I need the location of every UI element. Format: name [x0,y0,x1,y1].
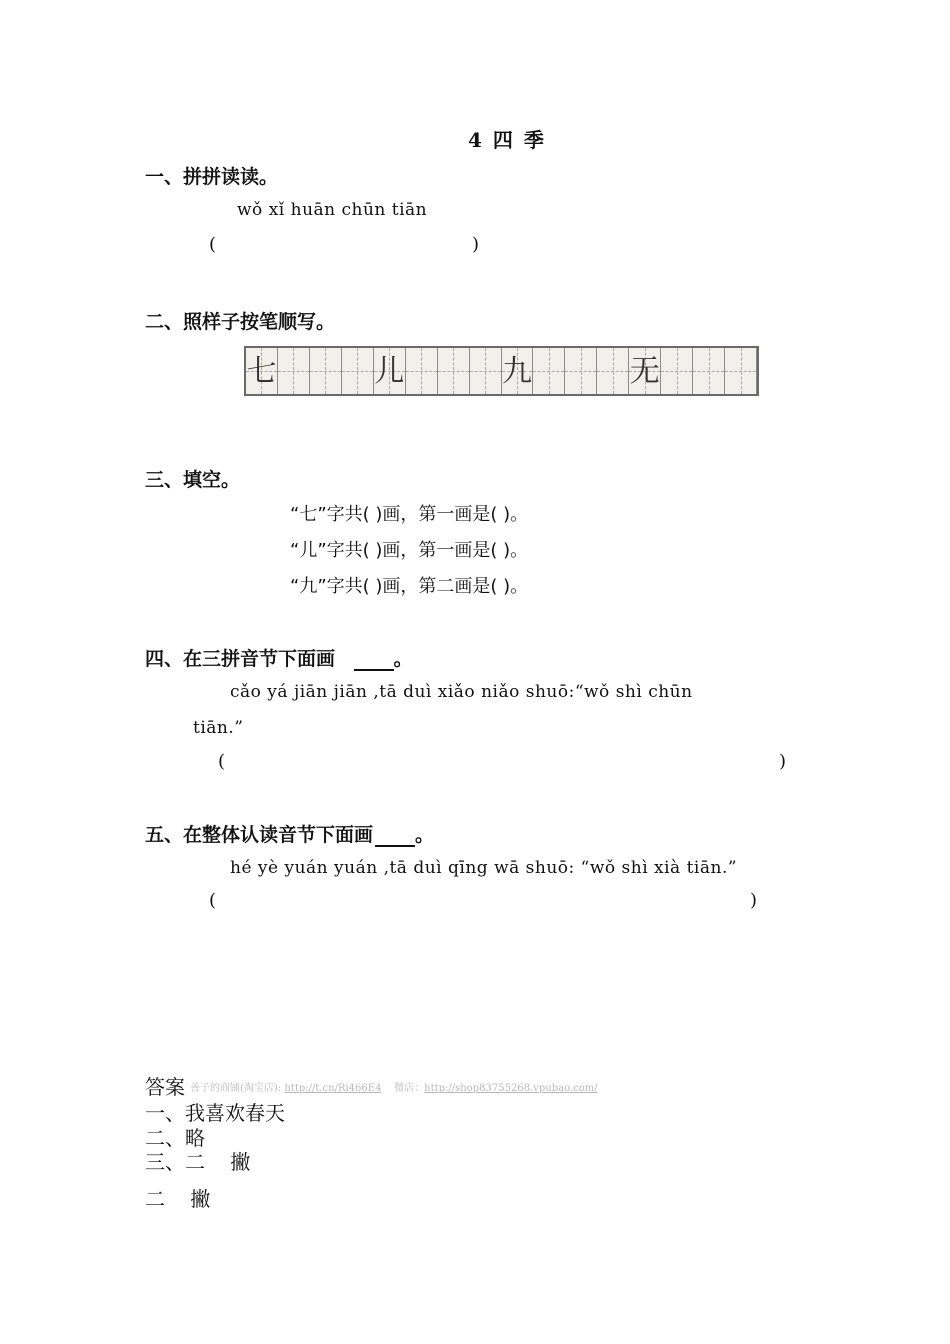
section-5-answer-open: ( [209,890,217,911]
section-5-heading-text: 五、在整体认读音节下面画 [145,824,374,846]
answers-label: 答案 [145,1075,185,1099]
grid-cell [374,348,406,394]
grid-char: 无 [629,354,660,389]
grid-cell[interactable] [725,348,757,394]
answer-line-2: 二、略 [145,1126,205,1150]
section-4-heading [145,644,413,671]
grid-cell [502,348,534,394]
writing-grid [244,346,759,396]
grid-cell[interactable] [278,348,310,394]
grid-cell[interactable] [310,348,342,394]
section-5-heading-end: 。 [415,824,435,846]
grid-cell[interactable] [406,348,438,394]
section-4-pinyin-line-1: cǎo yá jiān jiān ,tā duì xiǎo niǎo shuō:“wǒ shì chūn [230,682,693,702]
grid-char: 九 [501,354,532,389]
section-1-pinyin: wǒ xǐ huān chūn tiān [237,200,428,220]
grid-cell[interactable] [693,348,725,394]
section-4-heading-end: 。 [393,648,413,670]
section-1-answer-close: ) [472,234,480,255]
grid-cell[interactable] [597,348,629,394]
watermark-mid: 微店： [381,1083,425,1094]
grid-cell [629,348,661,394]
watermark-link-1[interactable]: http://t.cn/Ri466E4 [284,1083,382,1094]
section-1-heading: 一、拼拼读读。 [145,166,279,188]
section-2-heading: 二、照样子按笔顺写。 [145,311,336,333]
section-5-heading [145,820,434,847]
fill-line-3: “九”字共( )画，第二画是( )。 [290,576,529,597]
section-5-answer-close: ) [750,890,758,911]
answer-line-3: 三、二 撇 [145,1150,251,1174]
answer-line-4: 二 撇 [145,1187,211,1211]
section-3-heading: 三、填空。 [145,469,241,491]
underline-sample [375,827,415,847]
grid-cell[interactable] [661,348,693,394]
grid-cell[interactable] [533,348,565,394]
fill-line-1: “七”字共( )画，第一画是( )。 [290,504,529,525]
grid-char: 七 [246,354,277,389]
grid-cell [246,348,278,394]
section-4-answer-open: ( [218,751,226,772]
watermark [190,1079,598,1094]
grid-cell[interactable] [438,348,470,394]
answer-line-1: 一、我喜欢春天 [145,1101,285,1125]
grid-cell[interactable] [565,348,597,394]
grid-char: 儿 [374,354,405,389]
section-5-pinyin: hé yè yuán yuán ,tā duì qīng wā shuō: “wǒ shì xià tiān.” [230,858,738,878]
section-1-answer-open: ( [209,234,217,255]
section-4-pinyin-line-2: tiān.” [193,718,244,738]
section-4-heading-text: 四、在三拼音节下面画 [145,648,336,670]
watermark-link-2[interactable]: http://shop83755268.vpubao.com/ [424,1083,598,1094]
fill-line-2: “儿”字共( )画，第一画是( )。 [290,540,529,561]
grid-cell[interactable] [342,348,374,394]
underline-sample [354,651,394,671]
watermark-prefix: 善子的商铺(淘宝店): [190,1083,285,1094]
page-title: 4 四 季 [468,128,546,152]
section-4-answer-close: ) [779,751,787,772]
grid-cell[interactable] [470,348,502,394]
